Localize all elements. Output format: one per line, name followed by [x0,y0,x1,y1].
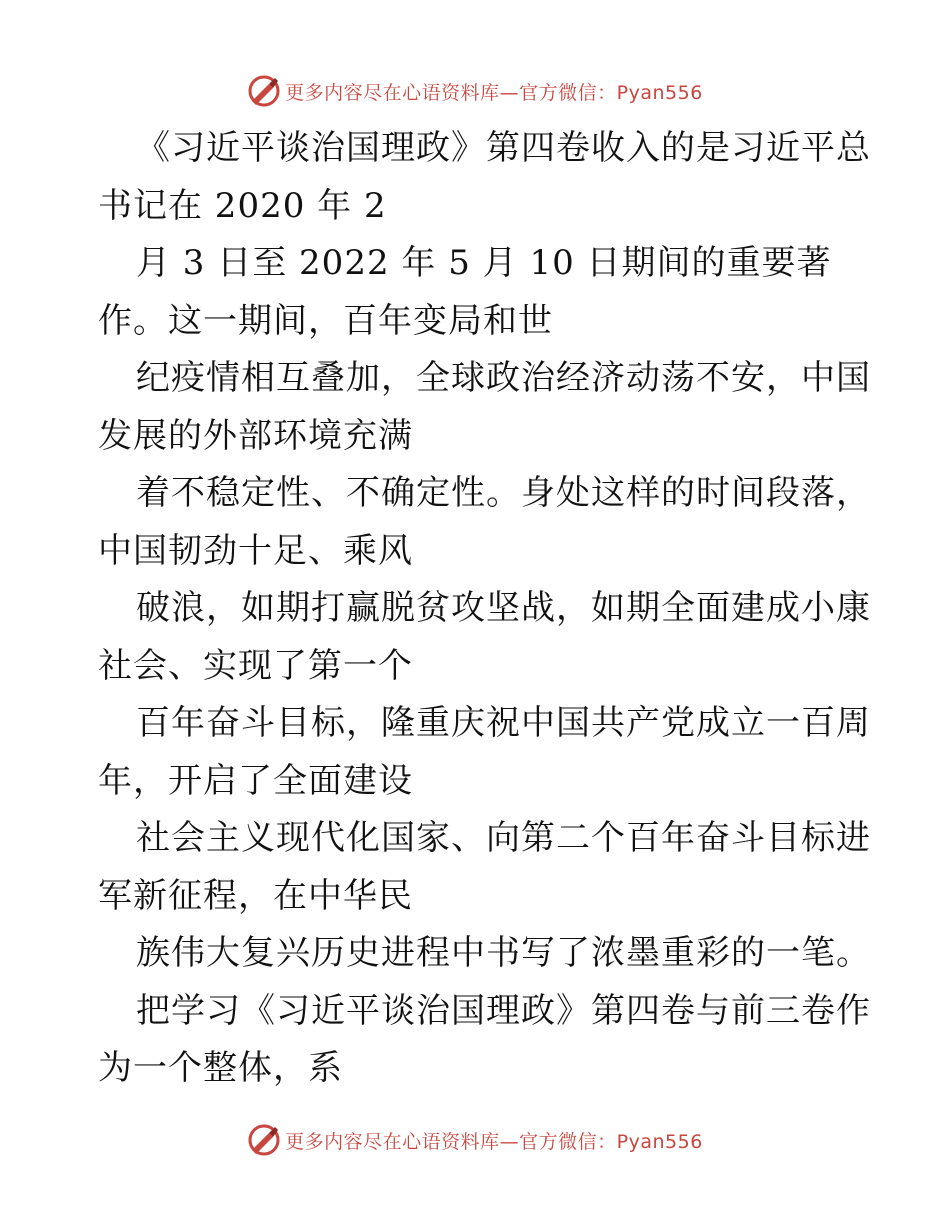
text-line: 纪疫情相互叠加，全球政治经济动荡不安，中国 [136,358,871,398]
footer-banner-text: 更多内容尽在心语资料库—官方微信：Pyan556 [285,1130,703,1153]
header-banner-text: 更多内容尽在心语资料库—官方微信：Pyan556 [285,81,703,104]
text-line: 月 3 日至 2022 年 5 月 10 日期间的重要著 [136,243,832,283]
text-line: 发展的外部环境充满 [98,415,413,456]
text-line: 社会、实现了第一个 [98,645,413,686]
text-line: 中国韧劲十足、乘风 [98,530,413,571]
text-line: 作。这一期间，百年变局和世 [98,300,553,341]
text-line: 百年奋斗目标，隆重庆祝中国共产党成立一百周 [136,703,871,743]
text-line: 着不稳定性、不确定性。身处这样的时间段落， [136,473,871,513]
header-banner [0,71,950,111]
body-text [98,120,871,1098]
text-line: 年，开启了全面建设 [98,760,413,801]
text-line: 书记在 2020 年 2 [98,185,387,226]
pen-circle-logo-icon [247,1123,281,1157]
text-line: 把学习《习近平谈治国理政》第四卷与前三卷作 [136,990,871,1031]
footer-banner [0,1120,950,1160]
text-line: 为一个整体，系 [98,1048,343,1088]
text-line: 军新征程，在中华民 [98,875,413,916]
text-line: 破浪，如期打赢脱贫攻坚战，如期全面建成小康 [136,588,871,628]
text-line: 《习近平谈治国理政》第四卷收入的是习近平总 [136,128,871,168]
text-line: 族伟大复兴历史进程中书写了浓墨重彩的一笔。 [136,933,871,973]
text-line: 社会主义现代化国家、向第二个百年奋斗目标进 [136,818,871,858]
pen-circle-logo-icon [247,74,281,108]
